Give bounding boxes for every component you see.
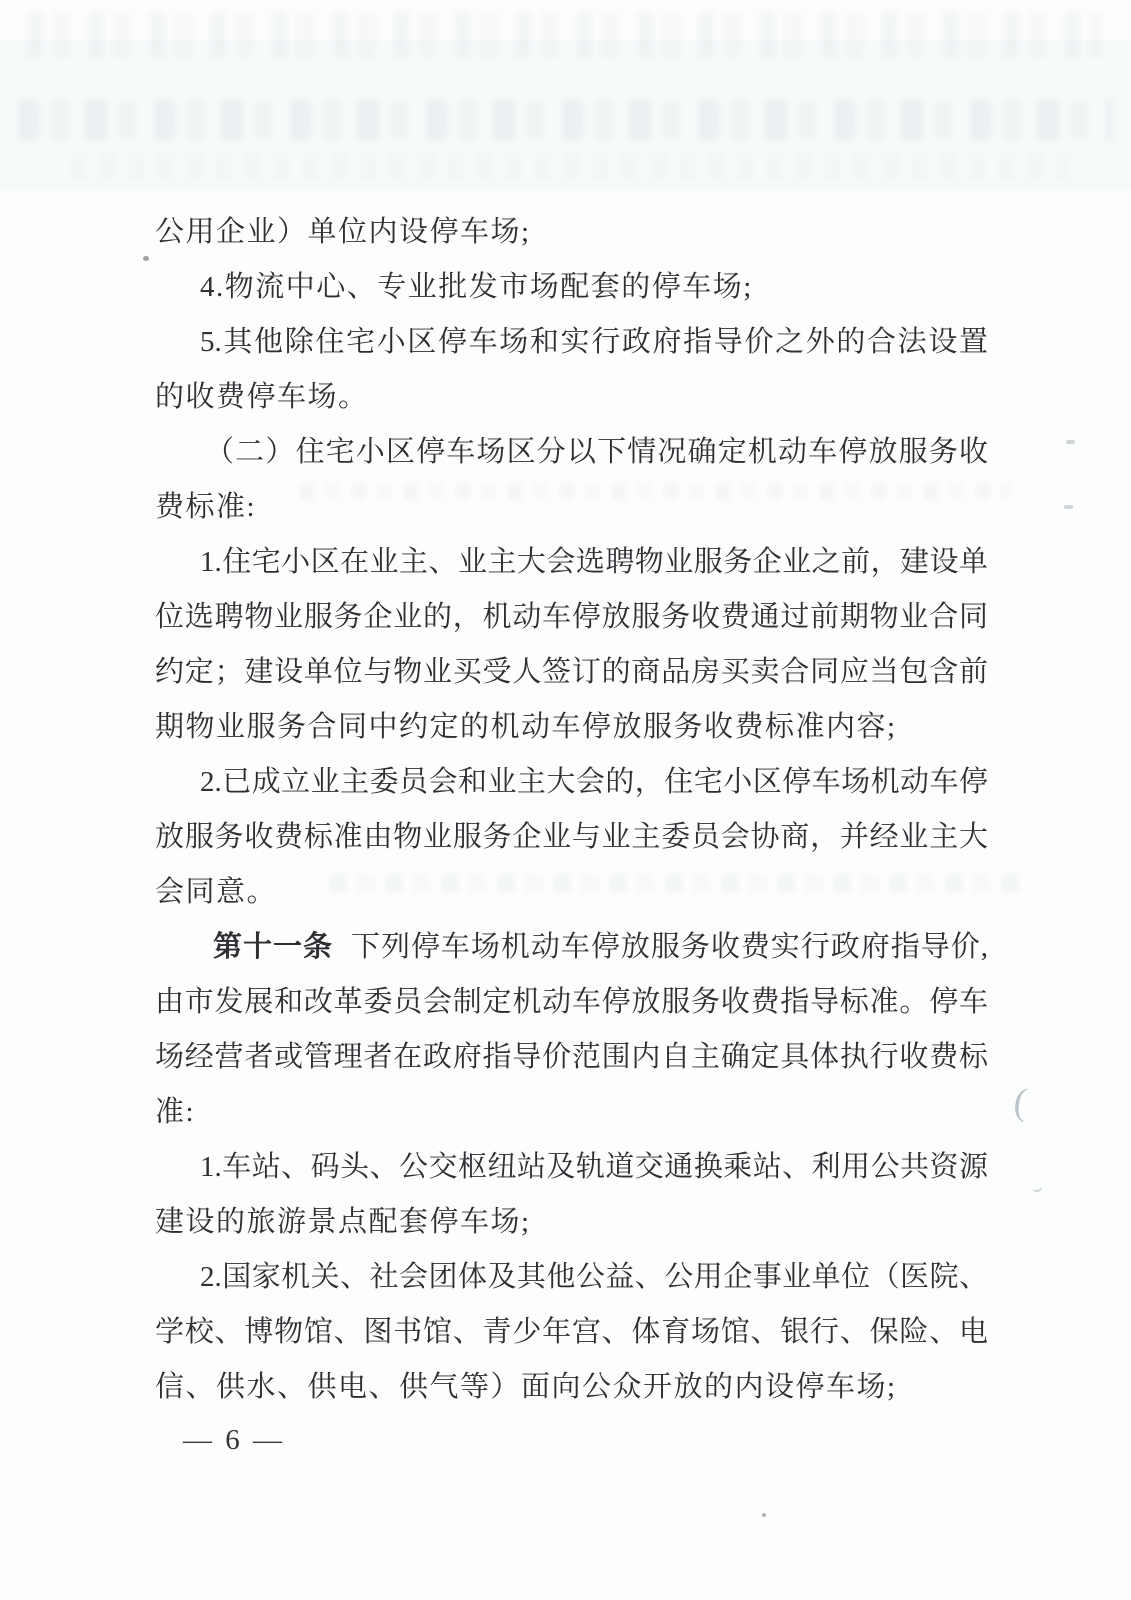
scan-tint-band <box>0 40 1131 190</box>
scan-artifact-paren: ( <box>1011 1080 1030 1124</box>
article-text: 下列停车场机动车停放服务收费实行政府指导价, <box>350 931 988 963</box>
text-line: 2.国家机关、社会团体及其他公益、公用企事业单位（医院、 <box>200 1261 988 1293</box>
text-line: 会同意。 <box>155 876 278 908</box>
scan-artifact-speck <box>1064 505 1073 509</box>
text-line: （二）住宅小区停车场区分以下情况确定机动车停放服务收 <box>205 436 988 468</box>
text-line: 学校、博物馆、图书馆、青少年宫、体育场馆、银行、保险、电 <box>155 1316 988 1348</box>
text-line: 的收费停车场。 <box>155 381 369 413</box>
text-line: 建设的旅游景点配套停车场; <box>155 1206 531 1238</box>
text-line: 公用企业）单位内设停车场; <box>155 216 531 248</box>
document-body <box>155 205 988 1415</box>
scan-artifact-speck <box>762 1513 766 1517</box>
text-line: 5.其他除住宅小区停车场和实行政府指导价之外的合法设置 <box>200 326 988 358</box>
text-line: 4.物流中心、专业批发市场配套的停车场; <box>200 271 753 303</box>
text-line: 准: <box>155 1096 196 1128</box>
scan-artifact-mark <box>1031 1182 1043 1193</box>
text-line: 放服务收费标准由物业服务企业与业主委员会协商，并经业主大 <box>155 821 988 853</box>
text-line: 1.车站、码头、公交枢纽站及轨道交通换乘站、利用公共资源 <box>200 1151 988 1183</box>
text-line: 位选聘物业服务企业的，机动车停放服务收费通过前期物业合同 <box>155 601 988 633</box>
text-line: 1.住宅小区在业主、业主大会选聘物业服务企业之前，建设单 <box>200 546 988 578</box>
text-line-article-11 <box>155 920 988 975</box>
text-line: 期物业服务合同中约定的机动车停放服务收费标准内容; <box>155 711 897 743</box>
article-number-label: 第十一条 <box>213 931 333 963</box>
text-line: 由市发展和改革委员会制定机动车停放服务收费指导标准。停车 <box>155 986 988 1018</box>
text-line: 场经营者或管理者在政府指导价范围内自主确定具体执行收费标 <box>155 1041 988 1073</box>
text-line: 约定；建设单位与物业买受人签订的商品房买卖合同应当包含前 <box>155 656 988 688</box>
scan-artifact-speck <box>143 256 149 261</box>
scan-artifact-speck <box>1066 440 1075 444</box>
text-line: 费标准: <box>155 491 257 523</box>
text-line: 2.已成立业主委员会和业主大会的，住宅小区停车场机动车停 <box>200 766 988 798</box>
text-line: 信、供水、供电、供气等）面向公众开放的内设停车场; <box>155 1371 897 1403</box>
page-number: — 6 — <box>183 1424 285 1456</box>
